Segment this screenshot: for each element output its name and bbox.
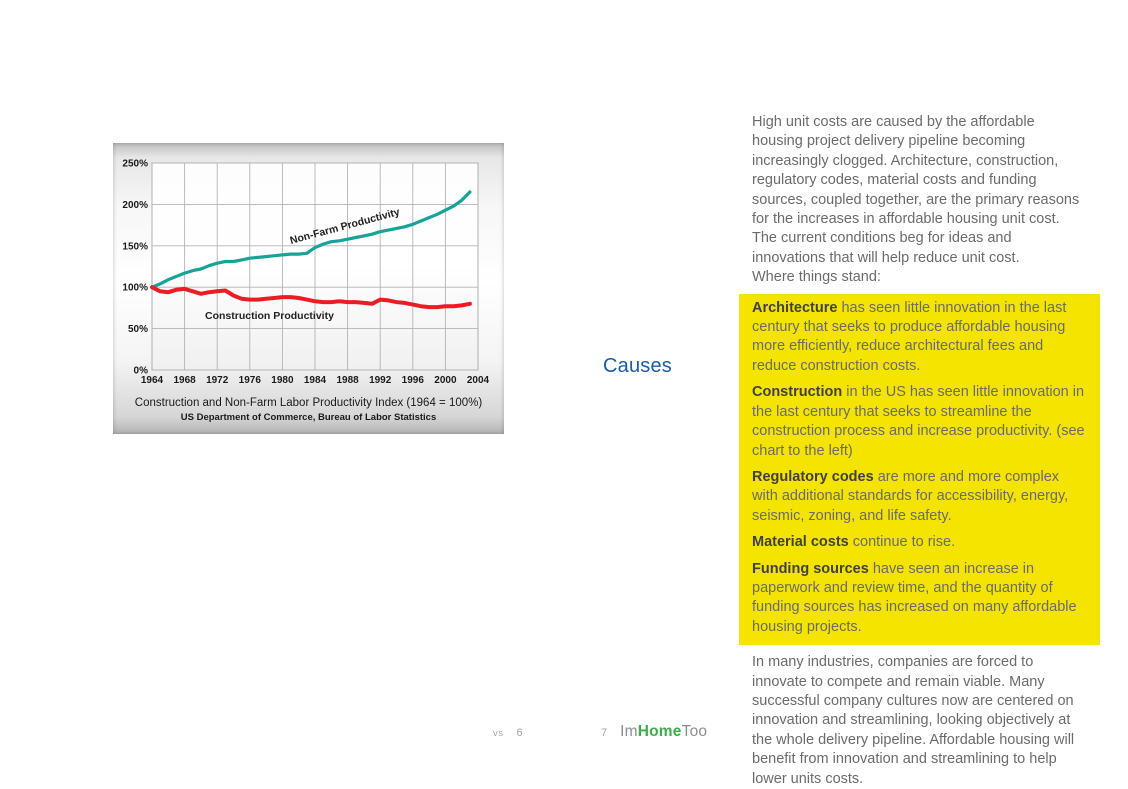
highlight-item-architecture bbox=[739, 299, 1100, 377]
svg-text:1984: 1984 bbox=[303, 375, 327, 386]
highlight-term: Material costs bbox=[752, 534, 849, 551]
productivity-chart-svg bbox=[113, 143, 504, 434]
svg-text:1972: 1972 bbox=[206, 375, 229, 386]
svg-text:1968: 1968 bbox=[173, 375, 196, 386]
highlight-term: Architecture bbox=[752, 299, 838, 316]
highlight-text: continue to rise. bbox=[852, 534, 956, 551]
svg-text:0%: 0% bbox=[133, 365, 148, 377]
svg-text:Construction and Non-Farm Labo: Construction and Non-Farm Labor Productivity Index (1964 = 100%) bbox=[134, 397, 483, 409]
footer-left-page bbox=[493, 727, 523, 739]
outro-text: In many industries, companies are forced to innovate to compete and remain viable. Many successful company cultures now are centered on innovation and streamlining, looking objectively at the whole delivery pipeline. Affordable housing will benefit from innovation and streamlining to help lower units costs. bbox=[752, 654, 1075, 787]
svg-text:250%: 250% bbox=[122, 158, 148, 170]
highlight-item-construction bbox=[739, 383, 1100, 461]
footer-left-label: vs bbox=[493, 728, 504, 739]
svg-text:1980: 1980 bbox=[271, 375, 294, 386]
svg-text:50%: 50% bbox=[127, 324, 148, 336]
highlight-text: are more and more complex with additional standards for accessibility, energy, seismic, zoning, and life safety. bbox=[752, 468, 1069, 524]
brand-logo-imhometoo bbox=[620, 723, 707, 741]
article-column bbox=[739, 113, 1100, 789]
svg-text:2004: 2004 bbox=[466, 375, 490, 386]
svg-text:Construction Productivity: Construction Productivity bbox=[205, 310, 334, 322]
highlight-term: Construction bbox=[752, 384, 843, 401]
highlight-text: has seen little innovation in the last century that seeks to produce affordable housing more efficiently, reduce architectural fees and reduce construction costs. bbox=[752, 299, 1067, 374]
svg-text:2000: 2000 bbox=[434, 375, 457, 386]
highlight-item-funding-sources bbox=[739, 560, 1100, 638]
highlight-term: Regulatory codes bbox=[752, 468, 874, 485]
productivity-chart-figure bbox=[113, 143, 504, 434]
svg-text:1988: 1988 bbox=[336, 375, 359, 386]
brand-home: Home bbox=[637, 723, 682, 740]
svg-text:US Department of Commerce, Bur: US Department of Commerce, Bureau of Labor Statistics bbox=[180, 412, 437, 423]
highlight-text: have seen an increase in paperwork and review time, and the quantity of funding sources has increased on many affordable housing projects. bbox=[752, 560, 1077, 635]
svg-text:150%: 150% bbox=[122, 241, 148, 253]
intro-text: High unit costs are caused by the affordable housing project delivery pipeline becoming increasingly clogged. Architecture, construction, regulatory codes, material costs and funding sources, coupled together, are the primary reasons for the increases in affordable housing unit cost. The current conditions beg for ideas and innovations that will help reduce unit cost. bbox=[752, 114, 1080, 266]
brand-prefix: Im bbox=[620, 723, 638, 740]
footer-right-page bbox=[601, 723, 707, 741]
page-number-left: 6 bbox=[516, 727, 523, 739]
brand-suffix: Too bbox=[681, 723, 708, 740]
intro-paragraph bbox=[739, 113, 1100, 288]
svg-text:Non-Farm Productivity: Non-Farm Productivity bbox=[288, 206, 402, 247]
highlight-term: Funding sources bbox=[752, 560, 869, 577]
svg-text:1996: 1996 bbox=[401, 375, 424, 386]
highlighted-causes-list bbox=[739, 294, 1100, 646]
outro-paragraph bbox=[739, 653, 1100, 789]
highlight-text: in the US has seen little innovation in the last century that seeks to streamline the construction process and increase productivity. (see chart to the left) bbox=[752, 384, 1085, 459]
section-heading-causes: Causes bbox=[603, 355, 673, 377]
svg-text:1976: 1976 bbox=[238, 375, 261, 386]
svg-text:1964: 1964 bbox=[140, 375, 164, 386]
intro-lead-in: Where things stand: bbox=[752, 269, 881, 286]
highlight-item-material-costs bbox=[739, 533, 1100, 552]
highlight-item-regulatory-codes bbox=[739, 468, 1100, 526]
svg-text:200%: 200% bbox=[122, 199, 148, 211]
svg-text:100%: 100% bbox=[122, 282, 148, 294]
page-number-right: 7 bbox=[601, 727, 608, 739]
svg-text:1992: 1992 bbox=[369, 375, 392, 386]
